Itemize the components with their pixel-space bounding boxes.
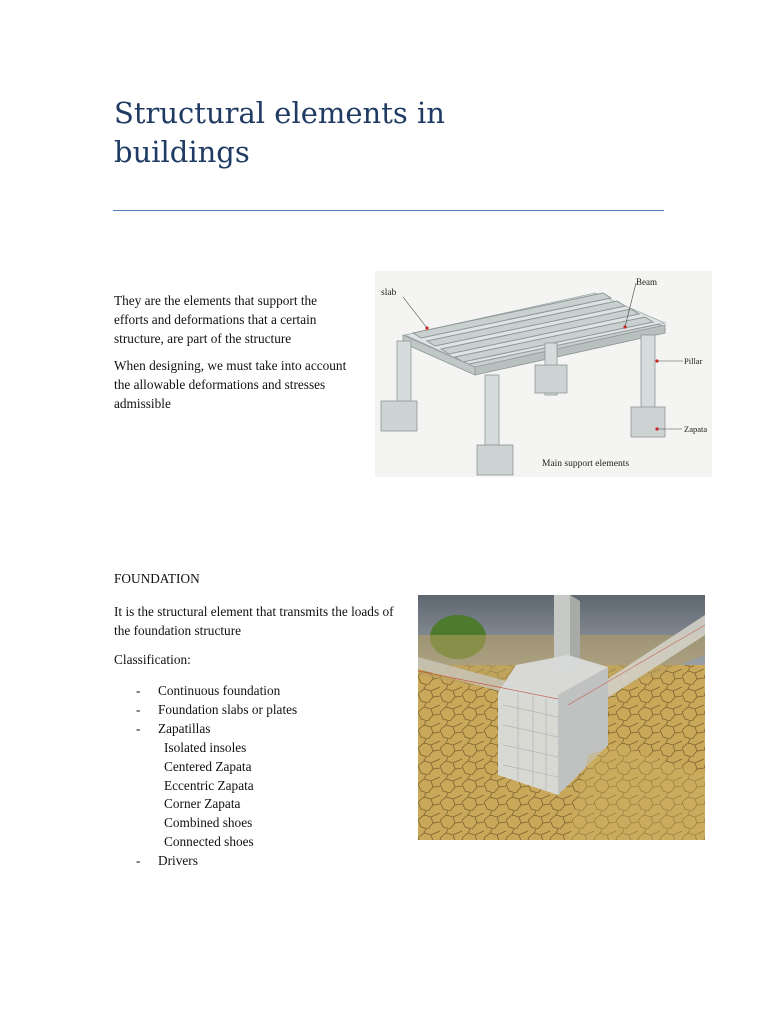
slab-label: slab: [381, 288, 397, 298]
classification-list: [114, 682, 297, 871]
list-item: - Foundation slabs or plates: [136, 701, 298, 717]
list-subitem: Centered Zapata: [164, 758, 252, 774]
page-title: [114, 94, 534, 172]
intro-text: [114, 291, 354, 421]
list-subitem: Combined shoes: [164, 815, 253, 831]
list-subitem: Corner Zapata: [164, 796, 241, 812]
classification-label: Classification:: [114, 652, 191, 667]
intro-paragraph-2: When designing, we must take into account the allowable deformations and stresses admissible: [114, 358, 347, 411]
footing-render-figure: [418, 595, 705, 840]
beam-label: Beam: [636, 277, 657, 287]
list-subitem: Connected shoes: [164, 834, 254, 850]
intro-paragraph-1: They are the elements that support the efforts and deformations that a certain structure, are part of the structure: [114, 293, 318, 346]
page-title-line-2: buildings: [114, 135, 250, 169]
page-title-line-1: Structural elements in: [114, 96, 445, 130]
figure-caption: Main support elements: [542, 459, 630, 469]
foundation-heading: FOUNDATION: [114, 571, 200, 586]
pillar-label: Pillar: [684, 356, 703, 366]
list-item: - Drivers: [136, 853, 198, 869]
zapata-label: Zapata: [684, 424, 708, 434]
list-item: - Zapatillas: [136, 720, 211, 736]
list-item: - Continuous foundation: [136, 683, 281, 698]
list-subitem: Eccentric Zapata: [164, 777, 254, 793]
structural-frame-figure: [375, 271, 712, 477]
title-divider: [113, 210, 664, 211]
list-subitem: Isolated insoles: [164, 739, 247, 755]
foundation-description: It is the structural element that transmits the loads of the foundation structure: [114, 604, 394, 638]
